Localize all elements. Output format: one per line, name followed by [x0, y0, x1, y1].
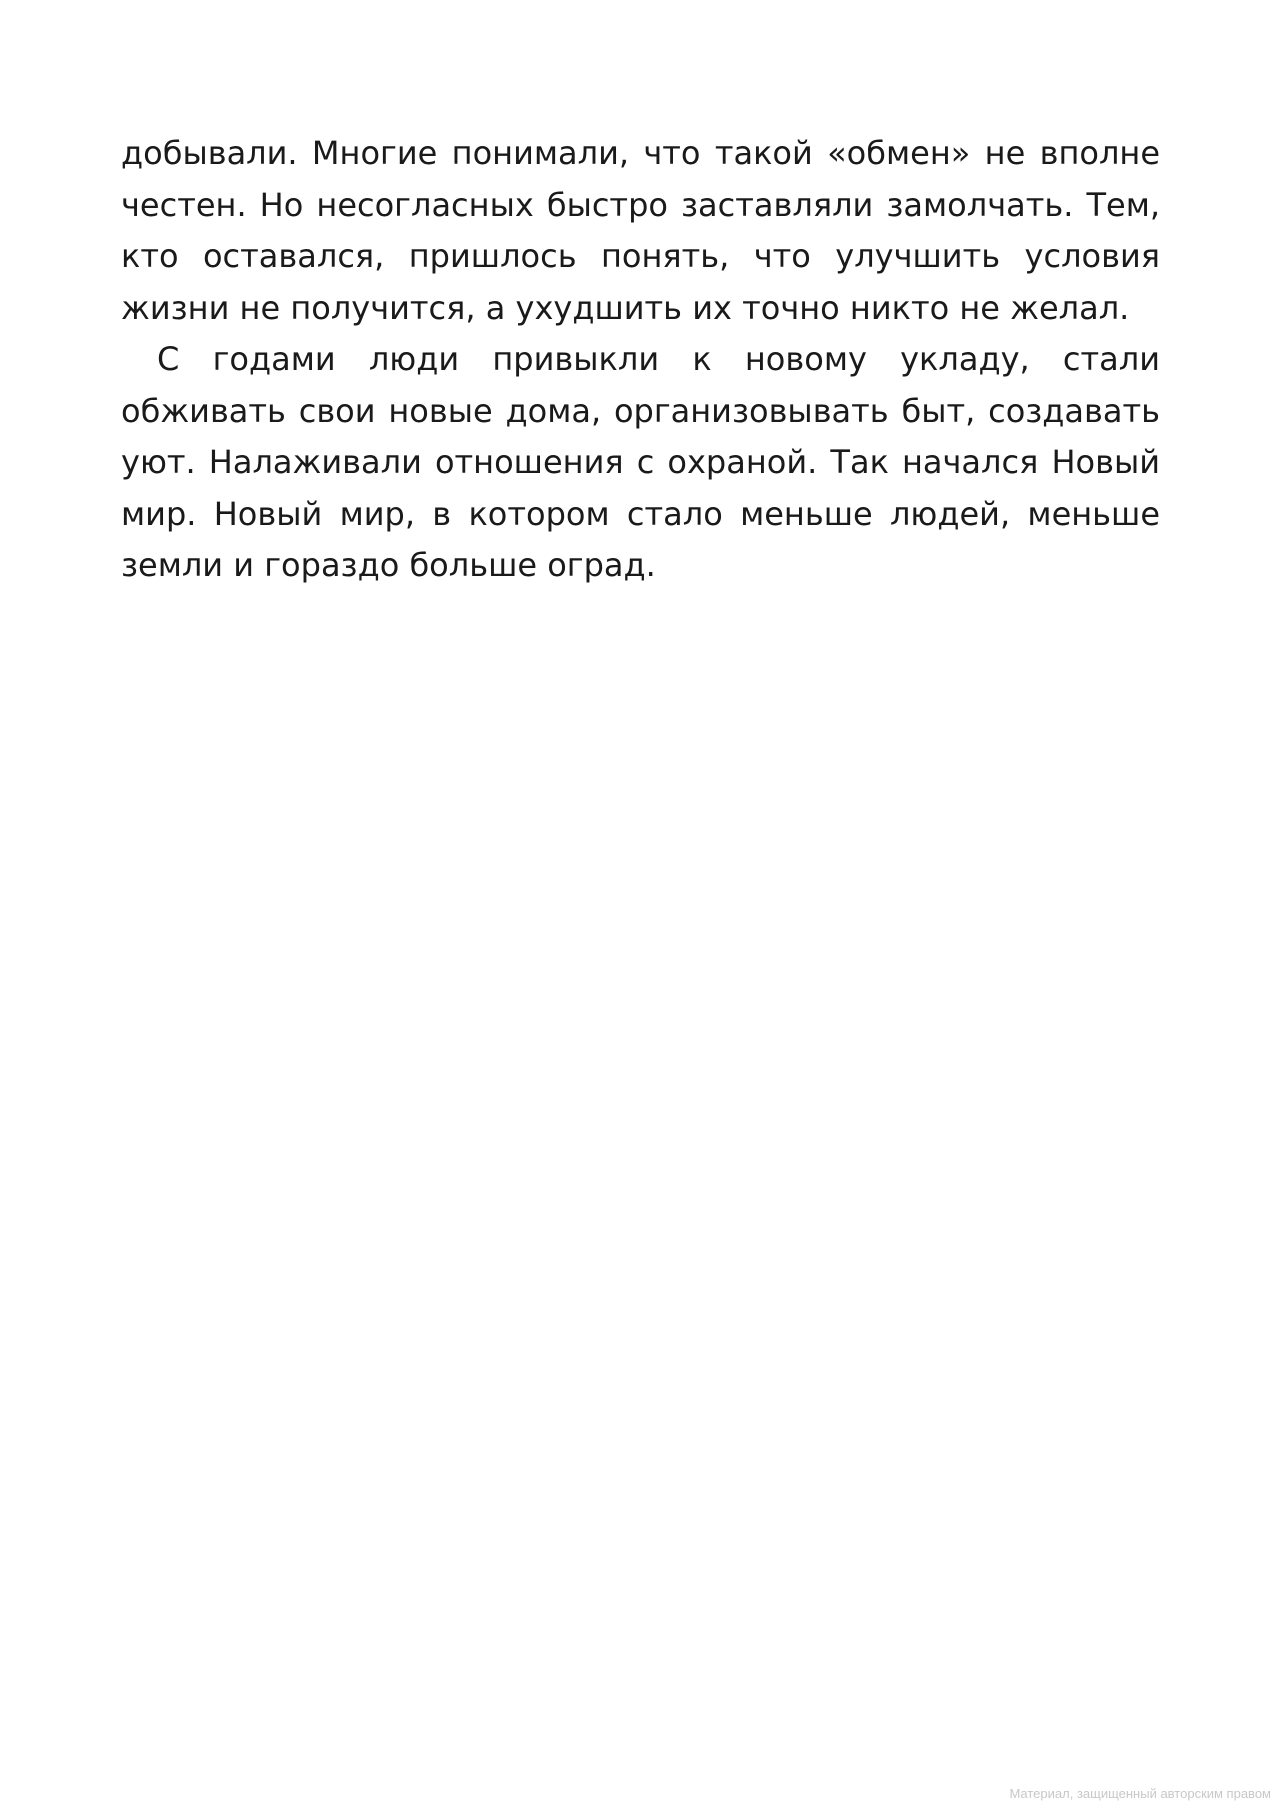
- paragraph: С годами люди привыкли к новому укладу, стали обживать свои новые дома, организовывать быт, создавать уют. Налаживали отношения с охраной. Так начался Новый мир. Новый мир, в котором стало меньше людей, меньше земли и гораздо больше оград.: [121, 340, 1160, 584]
- paragraph-continuation: добывали. Многие понимали, что такой «обмен» не вполне честен. Но несогласных быстро заставляли замолчать. Тем, кто оставался, пришлось понять, что улучшить условия жизни не получится, а ухудшить их точно никто не желал.: [121, 134, 1160, 327]
- copyright-watermark: Материал, защищенный авторским правом: [1009, 1786, 1271, 1801]
- body-text: [121, 128, 1160, 592]
